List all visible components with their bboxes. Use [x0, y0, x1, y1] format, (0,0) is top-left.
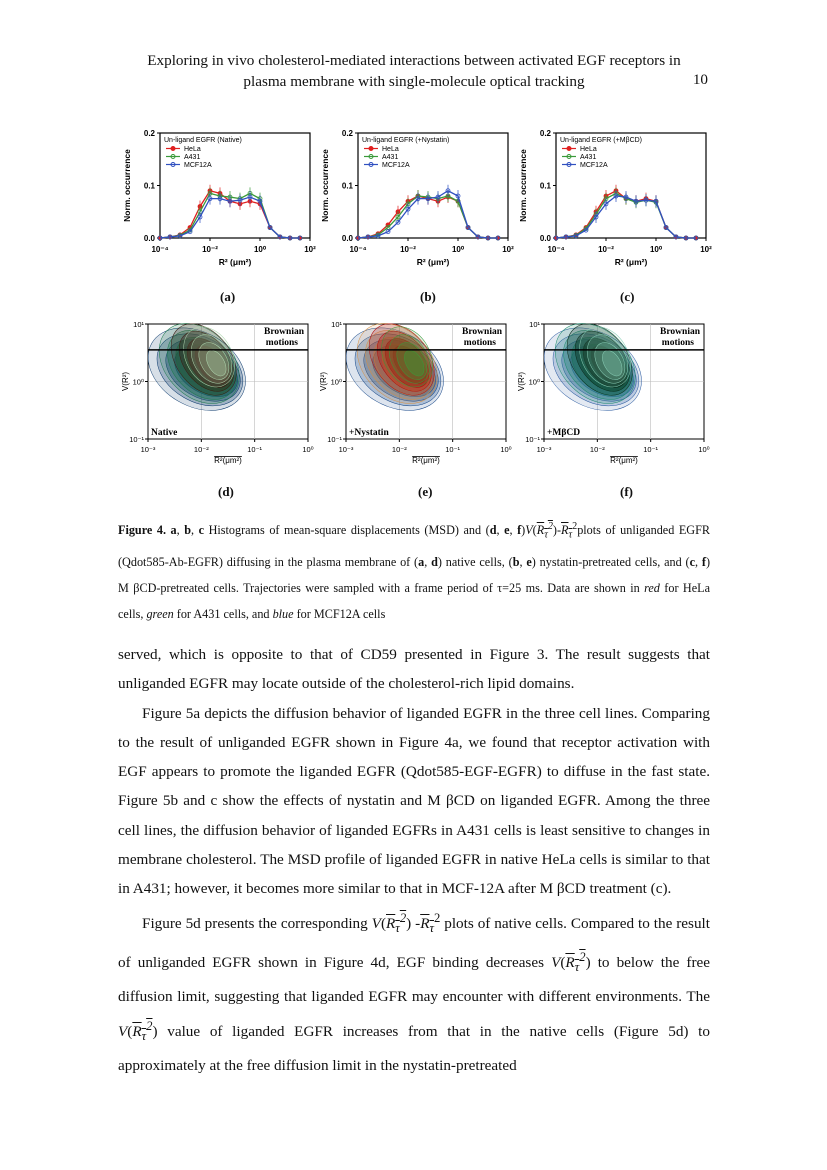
histogram-panel-b — [316, 125, 516, 285]
panel-label-f: (f) — [620, 484, 633, 499]
legend-entry: MCF12A — [184, 162, 212, 169]
y-tick-label: 0.2 — [341, 129, 353, 138]
panel-label-c: (c) — [620, 289, 635, 304]
caption-text-2: plots of unliganded EGFR (Qdot585-Ab-EGFR) diffusing in the plasma membrane of ( — [118, 523, 711, 569]
x-tick-label: 10⁰ — [649, 245, 663, 254]
y-axis-label: V(R²) — [121, 371, 130, 392]
x-tick-label: 10⁻⁴ — [547, 245, 565, 254]
x-tick-label: 10⁰ — [698, 445, 710, 454]
y-tick-label: 10⁻¹ — [327, 435, 342, 444]
caption-prefix: Figure 4. — [118, 523, 166, 538]
x-tick-label: 10⁻¹ — [445, 445, 461, 454]
y-axis-label: Norm. occurrence — [122, 149, 132, 222]
body-text — [118, 640, 710, 1080]
y-tick-label: 0.2 — [539, 129, 551, 138]
plot-frame — [556, 133, 706, 238]
y-tick-label: 10⁰ — [330, 377, 342, 387]
legend-marker — [171, 147, 175, 151]
x-tick-label: 10² — [700, 245, 712, 254]
y-tick-label: 10¹ — [331, 320, 342, 329]
y-tick-label: 0.0 — [341, 234, 353, 243]
legend-entry: A431 — [184, 154, 201, 161]
y-axis-label: V(R²) — [517, 371, 526, 392]
x-tick-label: 10⁰ — [500, 445, 512, 454]
legend-title: Un-ligand EGFR (Native) — [164, 137, 242, 144]
histogram-svg — [514, 125, 714, 285]
panel-label-d: (d) — [218, 484, 234, 499]
header-line-1: Exploring in vivo cholesterol-mediated interactions between activated EGF receptors in — [147, 52, 681, 69]
x-tick-label: 10⁻¹ — [247, 445, 263, 454]
x-tick-label: 10² — [502, 245, 514, 254]
legend-entry: HeLa — [382, 146, 399, 153]
condition-label: +Nystatin — [349, 428, 389, 438]
histogram-svg — [118, 125, 318, 285]
y-tick-label: 10⁻¹ — [129, 435, 144, 444]
panel-label-e: (e) — [418, 484, 433, 499]
x-axis-label: R²(μm²) — [610, 456, 638, 465]
x-tick-label: 10⁻² — [589, 445, 605, 454]
caption-text-1: Histograms of mean-square displacements (MSD) and ( — [208, 523, 490, 538]
condition-label: +MβCD — [547, 428, 581, 438]
x-axis-label: R² (μm²) — [614, 257, 648, 267]
y-tick-label: 0.1 — [539, 181, 551, 191]
figure-caption: Figure 4. a, b, c Histograms of mean-square displacements (MSD) and (d, e, $f)V(R_\tau^2)-R_\tau^2plots$ of unliganded EGFR (Qdot585-Ab-EGFR) diffusing in the plasma membrane of (a, d) native cells, (b, e) nystatin-pretreated cells, and (c, f) M βCD-pretreated cells. Trajectories were sampled with a frame period of τ=25 ms. Data are shown in red for HeLa cells, green for A431 cells, and blue for MCF12A cells — [118, 521, 711, 621]
running-header — [118, 50, 710, 92]
y-tick-label: 10¹ — [529, 320, 540, 329]
brownian-label-2: motions — [661, 337, 694, 348]
paragraph-2: Figure 5a depicts the diffusion behavior of liganded EGFR in the three cell lines. Comparing to the result of unliganded EGFR shown in Figure 4a, we found that receptor activation with EGF appears to promote the liganded EGFR (Qdot585-EGF-EGFR) to diffuse in the fast state. Figure 5b and c show the effects of nystatin and M βCD on liganded EGFR. Among the three cell lines, the diffusion behavior of liganded EGFRs in A431 cells is least sensitive to changes in membrane cholesterol. The MSD profile of liganded EGFR in native HeLa cells is similar to that in A431; however, it becomes more similar to that in MCF-12A after M βCD treatment (c). — [118, 704, 710, 898]
legend-marker — [567, 147, 571, 151]
legend-title: Un-ligand EGFR (+MβCD) — [560, 137, 643, 144]
panel-label-a: (a) — [220, 289, 236, 304]
page-number: 10 — [692, 71, 708, 88]
paragraph-3: Figure 5d presents the corresponding $V(R_\tau^2)$ $-R_\tau^2$ plots of native cells. Compared to the result of unliganded EGFR shown in Figure 4d, EGF binding decreases $V(R_\tau^2)$ to below the free diffusion limit, suggesting that liganded EGFR may encounter with different environments. The $V(R_\tau^2)$ value of liganded EGFR increases from that in the native cells (Figure 5d) to approximately at the free diffusion limit in the nystatin-pretreated — [118, 910, 710, 1075]
legend-entry: A431 — [580, 154, 597, 161]
x-tick-label: 10² — [304, 245, 316, 254]
y-tick-label: 10⁰ — [132, 377, 144, 387]
legend-marker — [369, 147, 373, 151]
x-tick-label: 10⁻² — [202, 245, 218, 254]
y-axis-label: Norm. occurrence — [518, 149, 528, 222]
legend-entry: HeLa — [184, 146, 201, 153]
x-tick-label: 10⁻¹ — [643, 445, 659, 454]
x-tick-label: 10⁻⁴ — [349, 245, 367, 254]
legend-title: Un-ligand EGFR (+Nystatin) — [362, 137, 450, 144]
y-tick-label: 0.2 — [143, 129, 155, 138]
plot-frame — [358, 133, 508, 238]
brownian-label-1: Brownian — [462, 326, 502, 337]
x-tick-label: 10⁻³ — [140, 445, 156, 454]
x-axis-label: R² (μm²) — [218, 257, 252, 267]
x-tick-label: 10⁻³ — [536, 445, 552, 454]
y-axis-label: Norm. occurrence — [320, 149, 330, 222]
condition-label: Native — [151, 428, 178, 438]
legend-entry: A431 — [382, 154, 399, 161]
x-tick-label: 10⁻² — [400, 245, 416, 254]
x-tick-label: 10⁻² — [598, 245, 614, 254]
x-tick-label: 10⁻⁴ — [151, 245, 169, 254]
y-tick-label: 10⁰ — [528, 377, 540, 387]
contour-panel-f — [514, 318, 714, 478]
y-tick-label: 0.0 — [539, 234, 551, 243]
x-axis-label: R²(μm²) — [214, 456, 242, 465]
plot-frame — [160, 133, 310, 238]
x-axis-label: R² (μm²) — [416, 257, 450, 267]
y-tick-label: 0.1 — [143, 181, 155, 191]
legend-entry: MCF12A — [580, 162, 608, 169]
brownian-label-2: motions — [265, 337, 298, 348]
x-tick-label: 10⁰ — [451, 245, 465, 254]
y-tick-label: 0.0 — [143, 234, 155, 243]
histogram-svg — [316, 125, 516, 285]
histogram-panel-a — [118, 125, 318, 285]
brownian-label-2: motions — [463, 337, 496, 348]
brownian-label-1: Brownian — [660, 326, 700, 337]
histogram-panel-c — [514, 125, 714, 285]
x-tick-label: 10⁰ — [253, 245, 267, 254]
y-tick-label: 0.1 — [341, 181, 353, 191]
contour-svg — [316, 318, 516, 478]
contour-svg — [118, 318, 318, 478]
contour-svg — [514, 318, 714, 478]
brownian-label-1: Brownian — [264, 326, 304, 337]
paragraph-1: served, which is opposite to that of CD59 presented in Figure 3. The result suggests that unliganded EGFR may locate outside of the cholesterol-rich lipid domains. — [118, 646, 710, 693]
y-axis-label: V(R²) — [319, 371, 328, 392]
contour-panel-e — [316, 318, 516, 478]
header-line-2: plasma membrane with single-molecule optical tracking — [243, 73, 585, 90]
x-tick-label: 10⁰ — [302, 445, 314, 454]
y-tick-label: 10¹ — [133, 320, 144, 329]
x-tick-label: 10⁻³ — [338, 445, 354, 454]
contour-panel-d — [118, 318, 318, 478]
x-tick-label: 10⁻² — [193, 445, 209, 454]
x-tick-label: 10⁻² — [391, 445, 407, 454]
panel-label-b: (b) — [420, 289, 436, 304]
legend-entry: MCF12A — [382, 162, 410, 169]
y-tick-label: 10⁻¹ — [525, 435, 540, 444]
x-axis-label: R²(μm²) — [412, 456, 440, 465]
legend-entry: HeLa — [580, 146, 597, 153]
